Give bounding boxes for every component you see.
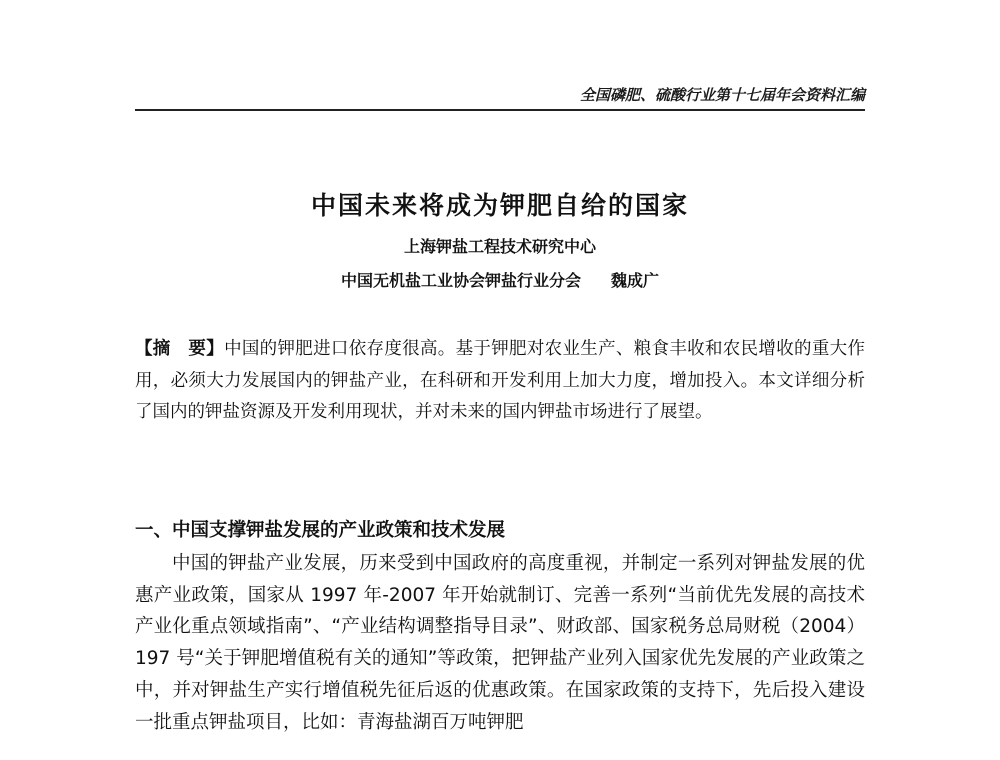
affiliation-line-2	[135, 268, 865, 291]
running-header: 全国磷肥、硫酸行业第十七届年会资料汇编	[579, 86, 865, 104]
affiliation-2: 中国无机盐工业协会钾盐行业分会	[340, 271, 581, 290]
affiliation-1: 上海钾盐工程技术研究中心	[403, 237, 596, 256]
section-heading: 一、中国支撑钾盐发展的产业政策和技术发展	[135, 520, 506, 541]
affiliation-line-1	[135, 234, 865, 257]
abstract-label: 【摘 要】	[135, 339, 225, 359]
abstract	[135, 334, 865, 429]
header-rule	[135, 109, 865, 111]
section-paragraph: 中国的钾盐产业发展，历来受到中国政府的高度重视，并制定一系列对钾盐发展的优惠产业政策，国家从 1997 年-2007 年开始就制订、完善一系列“当前优先发展的高技术产业化重点领域指南”、“产业结构调整指导目录”、财政部、国家税务总局财税（2004）197 号“关于钾肥增值税有关的通知”等政策，把钾盐产业列入国家优先发展的产业政策之中，并对钾盐生产实行增值税先征后返的优惠政策。在国家政策的支持下，先后投入建设一批重点钾盐项目，比如：青海盐湖百万吨钾肥	[135, 553, 865, 733]
abstract-text: 中国的钾肥进口依存度很高。基于钾肥对农业生产、粮食丰收和农民增收的重大作用，必须大力发展国内的钾盐产业，在科研和开发利用上加大力度，增加投入。本文详细分析了国内的钾盐资源及开发利用现状，并对未来的国内钾盐市场进行了展望。	[135, 339, 865, 422]
author-name: 魏成广	[611, 271, 660, 290]
article-title: 中国未来将成为钾肥自给的国家	[310, 191, 689, 220]
